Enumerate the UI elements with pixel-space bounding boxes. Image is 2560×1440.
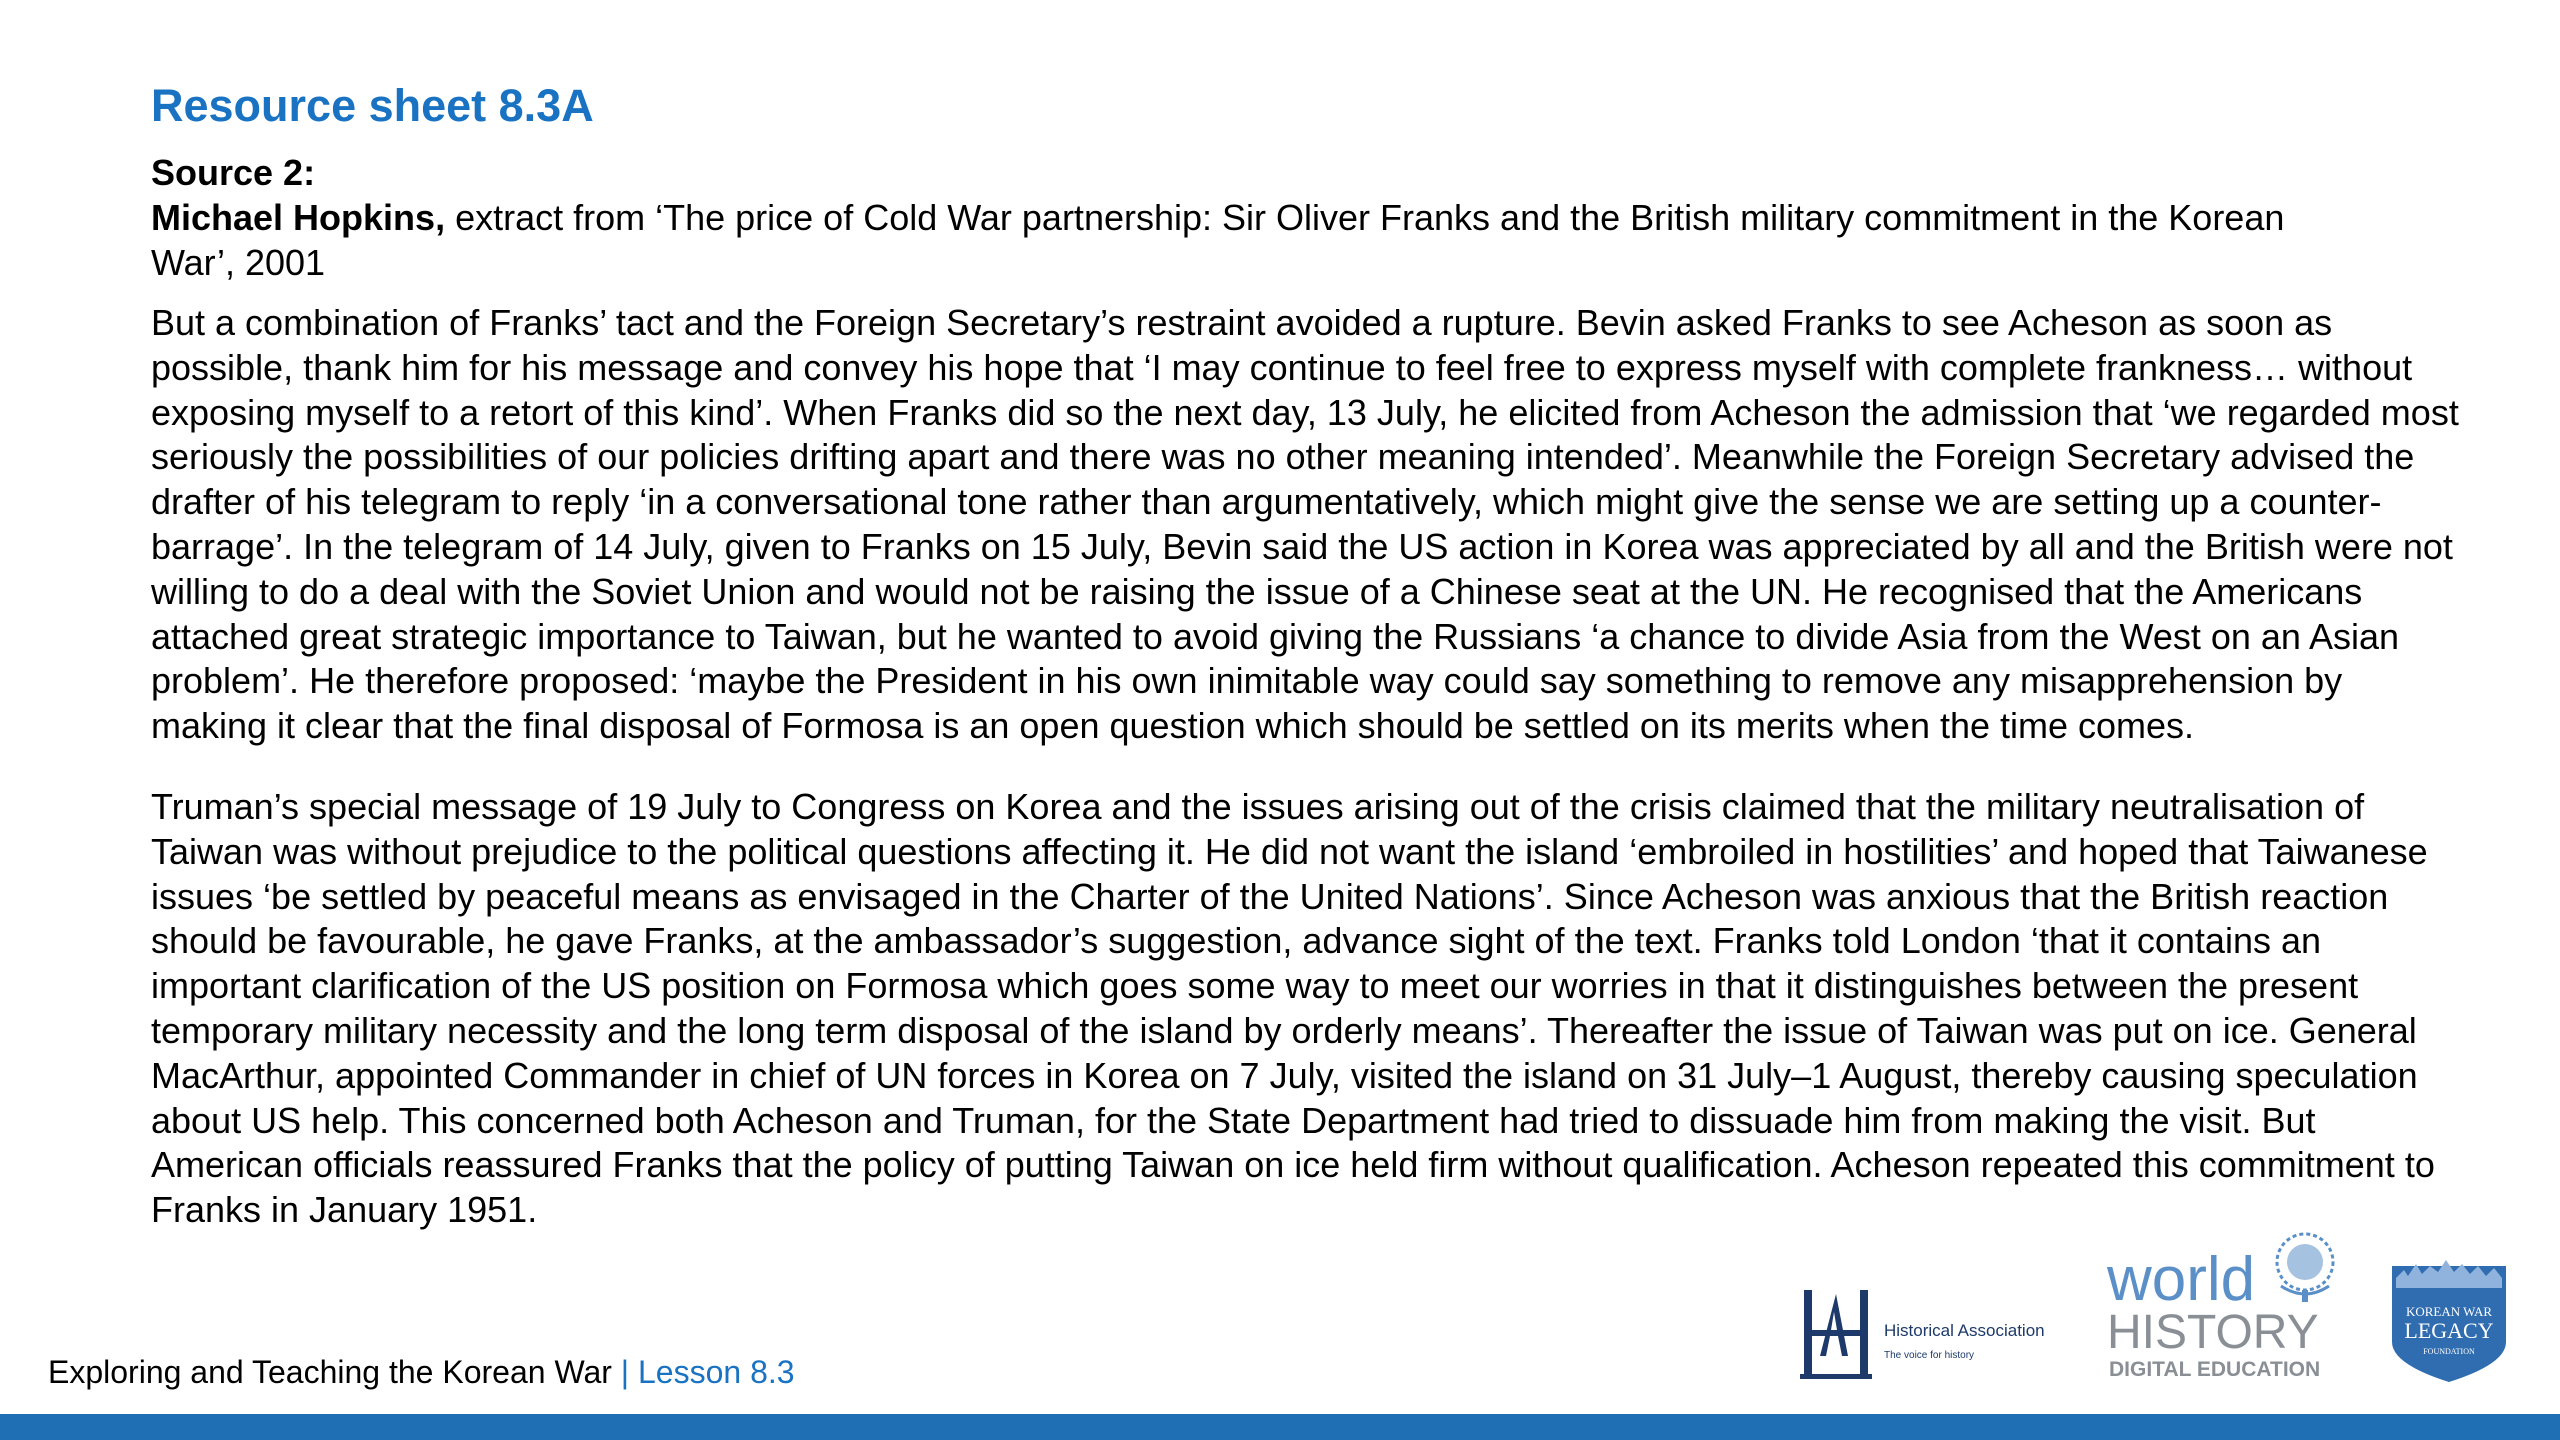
source-author: Michael Hopkins, xyxy=(151,197,446,238)
kwl-logo-line1: KOREAN WAR xyxy=(2405,1304,2493,1319)
source-label: Source 2: xyxy=(151,152,316,193)
historical-association-logo xyxy=(1800,1286,2070,1382)
globe-icon xyxy=(2277,1234,2333,1302)
source-paragraph-2: Truman’s special message of 19 July to Congress on Korea and the issues arising out of the crisis claimed that the military neutralisation of Taiwan was without prejudice to the political questions affecting it. He did not want the island ‘embroiled in hostilities’ and hoped that Taiwanese issues ‘be settled by peaceful means as envisaged in the Charter of the United Nations’. Since Acheson was anxious that the British reaction should be favourable, he gave Franks, at the ambassador’s suggestion, advance sight of the text. Franks told London ‘that it contains an important clarification of the US position on Formosa which goes some way to meet our worries in that it distinguishes between the present temporary military necessity and the long term disposal of the island by orderly means’. Thereafter the issue of Taiwan was put on ice. General MacArthur, appointed Commander in chief of UN forces in Korea on 7 July, visited the island on 31 July–1 August, thereby causing speculation about US help. This concerned both Acheson and Truman, for the State Department had tried to dissuade him from making the visit. But American officials reassured Franks that the policy of putting Taiwan on ice held firm without qualification. Acheson repeated this commitment to Franks in January 1951. xyxy=(151,785,2435,1231)
source-title: extract from ‘The price of Cold War partnership: Sir Oliver Franks and the British military commitment in the Korean War’, 2001 xyxy=(151,197,2285,283)
wh-logo-line2: HISTORY xyxy=(2107,1306,2319,1359)
ha-logo-tagline: The voice for history xyxy=(1884,1350,1975,1361)
kwl-logo-line2: LEGACY xyxy=(2404,1318,2494,1343)
footer-lesson: Lesson 8.3 xyxy=(638,1354,795,1390)
source-paragraph-1: But a combination of Franks’ tact and the Foreign Secretary’s restraint avoided a rupture. Bevin asked Franks to see Acheson as soon as possible, thank him for his message and convey his hope that ‘I may continue to feel free to express myself with complete frankness… without exposing myself to a retort of this kind’. When Franks did so the next day, 13 July, he elicited from Acheson the admission that ‘we regarded most seriously the possibilities of our policies drifting apart and there was no other meaning intended’. Meanwhile the Foreign Secretary advised the drafter of his telegram to reply ‘in a conversational tone rather than argumentatively, which might give the sense we are setting up a counter-barrage’. In the telegram of 14 July, given to Franks on 15 July, Bevin said the US action in Korea was appreciated by all and the British were not willing to do a deal with the Soviet Union and would not be raising the issue of a Chinese seat at the UN. He recognised that the Americans attached great strategic importance to Taiwan, but he wanted to avoid giving the Russians ‘a chance to divide Asia from the West on an Asian problem’. He therefore proposed: ‘maybe the President in his own inimitable way could say something to remove any misapprehension by making it clear that the final disposal of Formosa is an open question which should be settled on its merits when the time comes. xyxy=(151,302,2459,747)
footer-separator: | xyxy=(611,1354,638,1390)
page-title: Resource sheet 8.3A xyxy=(151,80,594,131)
source-citation xyxy=(151,195,2331,285)
wh-logo-line3: DIGITAL EDUCATION xyxy=(2109,1358,2321,1381)
ha-logo-name: Historical Association xyxy=(1884,1321,2045,1340)
document-body xyxy=(151,78,2471,1269)
footer-course-label xyxy=(48,1352,795,1392)
footer-bar xyxy=(0,1414,2560,1440)
korean-war-legacy-logo xyxy=(2386,1246,2512,1384)
footer-course: Exploring and Teaching the Korean War xyxy=(48,1354,612,1390)
kwl-logo-line3: FOUNDATION xyxy=(2423,1347,2475,1356)
world-history-logo xyxy=(2105,1228,2345,1388)
wh-logo-line1: world xyxy=(2107,1245,2256,1314)
